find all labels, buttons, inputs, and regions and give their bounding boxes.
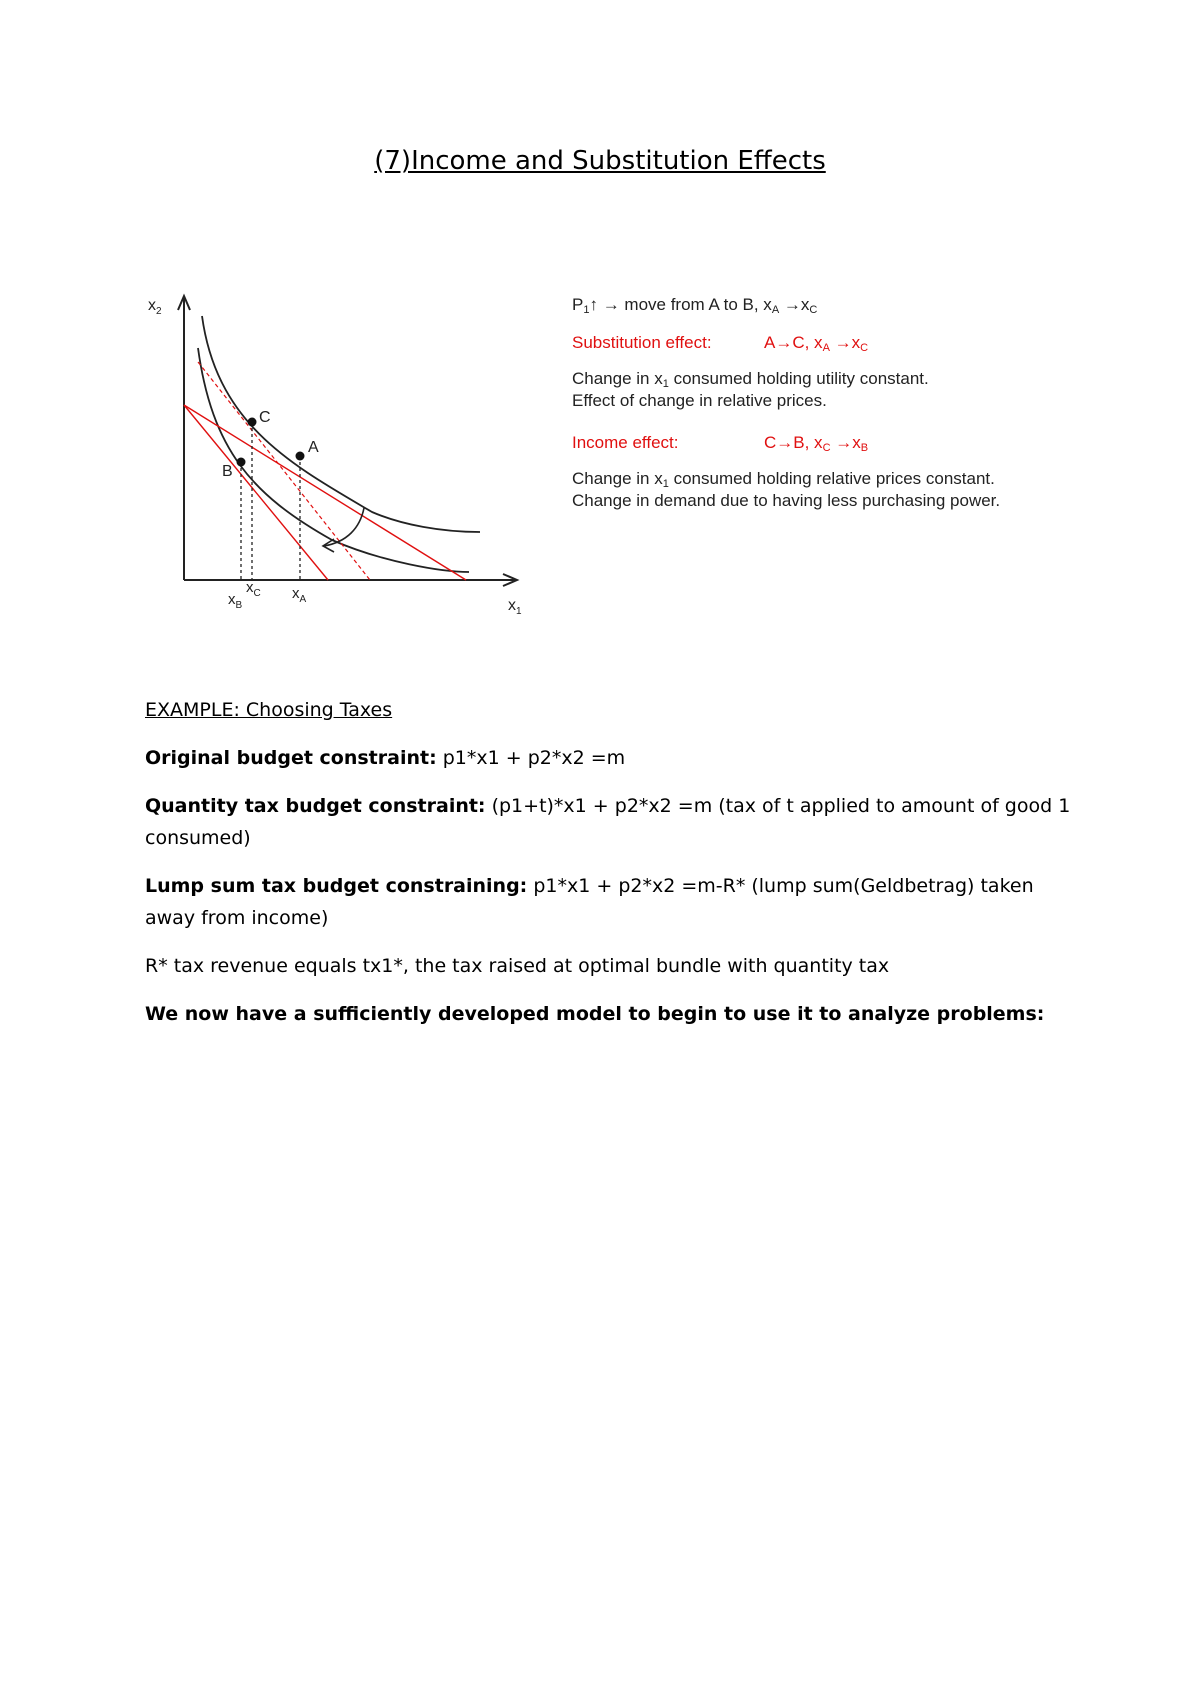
income-effect-value: C→B, $x_C \to x_B$: [764, 433, 869, 454]
income-desc-1: Change in $x_1$ consumed holding relative prices constant.: [572, 469, 995, 490]
example-heading: EXAMPLE: Choosing Taxes: [145, 699, 393, 721]
original-budget-constraint: Original budget constraint: p1*x1 + p2*x2 =m: [145, 747, 626, 769]
original-budget-line: [184, 405, 466, 580]
quantity-tax-constraint: Quantity tax budget constraint: (p1+t)*x1 + p2*x2 =m (tax of t applied to amount of good 1 consumed): [145, 795, 1071, 849]
substitution-desc-1: Change in $x_1$ consumed holding utility constant.: [572, 369, 929, 390]
tick-xb: $x_B$: [228, 591, 243, 611]
tax-revenue-note: R* tax revenue equals tx1*, the tax raised at optimal bundle with quantity tax: [145, 955, 890, 977]
substitution-effect-label: Substitution effect:: [572, 333, 712, 352]
tick-xc: $x_C$: [246, 579, 261, 599]
income-desc-2: Change in demand due to having less purchasing power.: [572, 491, 1001, 510]
substitution-effect-value: A→C, $x_A \to x_C$: [764, 333, 869, 354]
point-b-label: B: [222, 463, 233, 480]
diagram-svg: [142, 250, 532, 628]
y-axis-label: $x_2$: [148, 297, 162, 317]
indifference-curve-upper: [202, 316, 480, 532]
point-a-marker: [296, 452, 305, 461]
tick-xa: $x_A$: [292, 585, 307, 605]
effects-explanation: [572, 294, 1092, 512]
point-a-label: A: [308, 439, 319, 456]
point-c-marker: [248, 418, 257, 427]
price-change-line: $P_1↑$ → move from A to B, $x_A \to x_C$: [572, 295, 818, 316]
income-effect-label: Income effect:: [572, 433, 679, 452]
point-b-marker: [237, 458, 246, 467]
page-title: (7)Income and Substitution Effects: [374, 146, 826, 176]
substitution-effect-line: [572, 332, 1092, 354]
lump-sum-tax-constraint: Lump sum tax budget constraining: p1*x1 + p2*x2 =m-R* (lump sum(Geldbetrag) taken away from income): [145, 875, 1034, 929]
substitution-desc-2: Effect of change in relative prices.: [572, 391, 827, 410]
point-c-label: C: [259, 409, 271, 426]
x-axis-label: $x_1$: [508, 597, 522, 617]
income-effect-line: [572, 432, 1092, 454]
income-substitution-diagram: [142, 250, 532, 628]
closing-statement: We now have a sufficiently developed model to begin to use it to analyze problems:: [145, 1003, 1045, 1025]
example-section: [145, 694, 1075, 1046]
